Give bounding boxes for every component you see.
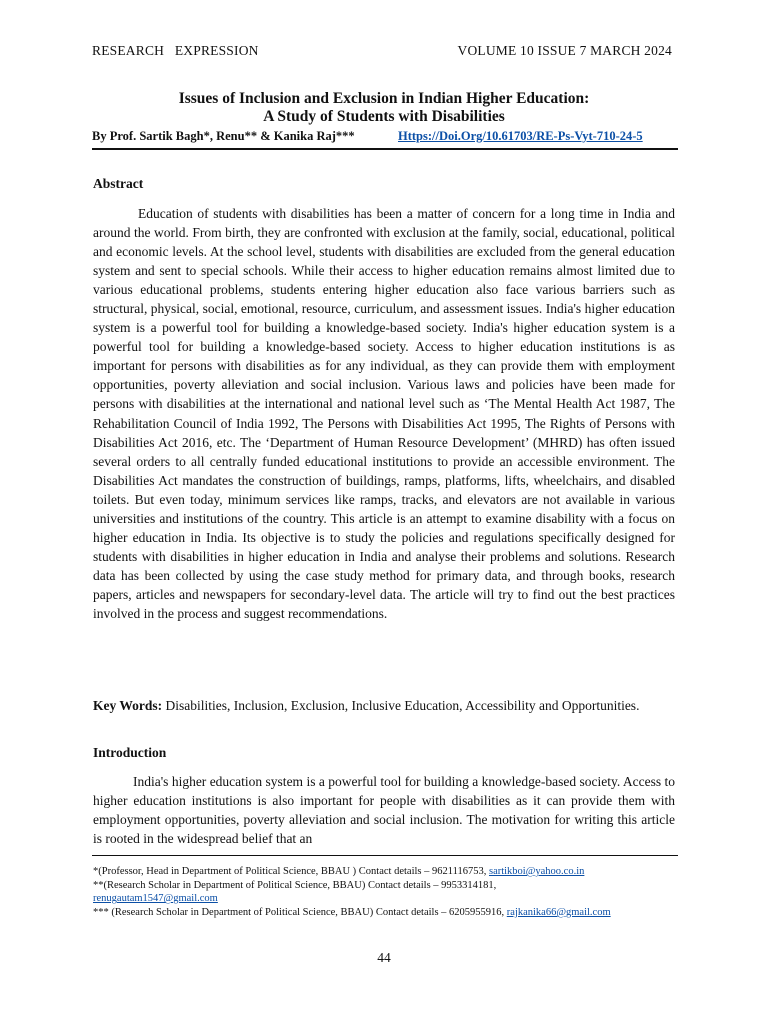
footnote-3 — [93, 906, 683, 920]
footnote-1-email[interactable]: sartikboi@yahoo.co.in — [488, 866, 585, 877]
article-title-line-2: A Study of Students with Disabilities — [263, 108, 505, 125]
keywords — [93, 696, 675, 715]
footnote-1 — [93, 865, 683, 879]
byline — [92, 129, 676, 144]
introduction-text: India's higher education system is a powerful tool for building a knowledge-based society. Access to higher education institutions is also important for people with disabilities as it can provide them with employment opportunities, poverty alleviation and social inclusion. The motivation for writing this article is rooted in the widespread belief that an — [93, 774, 675, 847]
issue-info: VOLUME 10 ISSUE 7 MARCH 2024 — [457, 43, 672, 58]
keywords-text: Disabilities, Inclusion, Exclusion, Inclusive Education, Accessibility and Opportunities. — [162, 698, 640, 713]
keywords-label: Key Words: — [93, 698, 163, 713]
footnote-2 — [93, 879, 683, 906]
footnote-2-email[interactable]: renugautam1547@gmail.com — [93, 893, 218, 905]
introduction-heading: Introduction — [93, 745, 167, 760]
footnotes — [93, 865, 683, 919]
footnote-3-email[interactable]: rajkanika66@gmail.com — [506, 906, 611, 918]
doi-link[interactable]: Https://Doi.Org/10.61703/RE-Ps-Vyt-710-24-5 — [398, 129, 643, 143]
header-divider — [92, 148, 678, 150]
footnote-divider — [92, 855, 678, 856]
footnote-1-text: *(Professor, Head in Department of Political Science, BBAU ) Contact details – 9621116753, — [93, 866, 489, 877]
authors: By Prof. Sartik Bagh*, Renu** & Kanika Raj*** — [92, 129, 355, 143]
article-title-line-1: Issues of Inclusion and Exclusion in Indian Higher Education: — [178, 90, 590, 107]
abstract-heading: Abstract — [93, 176, 144, 191]
footnote-3-text: *** (Research Scholar in Department of Political Science, BBAU) Contact details – 6205955916, — [93, 906, 507, 918]
journal-name: RESEARCH EXPRESSION — [92, 43, 259, 58]
page-number: 44 — [377, 950, 391, 965]
abstract-text: Education of students with disabilities has been a matter of concern for a long time in India and around the world. From birth, they are confronted with exclusion at the family, social, educational, political and economic levels. At the school level, students with disabilities are excluded from the general education system and sent to special schools. While their access to higher education remains almost limited due to various educational problems, students entering higher education also face various barriers such as structural, physical, social, emotional, resource, curriculum, and assessment issues. India's higher education system is a powerful tool for building a knowledge-based society. India's higher education system is a powerful tool for building a knowledge-based society. Access to higher education institutions is as important for persons with disabilities as for any individual, as they can provide them with employment opportunities, poverty alleviation and social inclusion. Various laws and policies have been made for persons with disabilities at the international and national level such as ‘The Mental Health Act 1987, The Rehabilitation Council of India 1992, The Persons with Disabilities Act 1995, The Rights of Persons with Disabilities Act 2016, etc. The ‘Department of Human Resource Development’ (MHRD) has often issued several orders to all centrally funded educational institutions to provide an accessible environment. The Disabilities Act mandates the construction of buildings, ramps, platforms, lifts, wheelchairs, and disabled toilets. But even today, minimum services like ramps, tracks, and elevators are not available in various universities and institutions of the country. This article is an attempt to examine disability with a focus on higher education in India. Its objective is to study the policies and regulations specifically designed for students with disabilities in higher education in India and analyse their problems and solutions. Research data has been collected by using the case study method for primary data, and through books, research papers, articles and newspapers for secondary-level data. The article will try to find out the best practices involved in the process and suggest recommendations. — [93, 206, 675, 621]
footnote-2-text: **(Research Scholar in Department of Political Science, BBAU) Contact details – 9953314181, — [93, 879, 497, 891]
